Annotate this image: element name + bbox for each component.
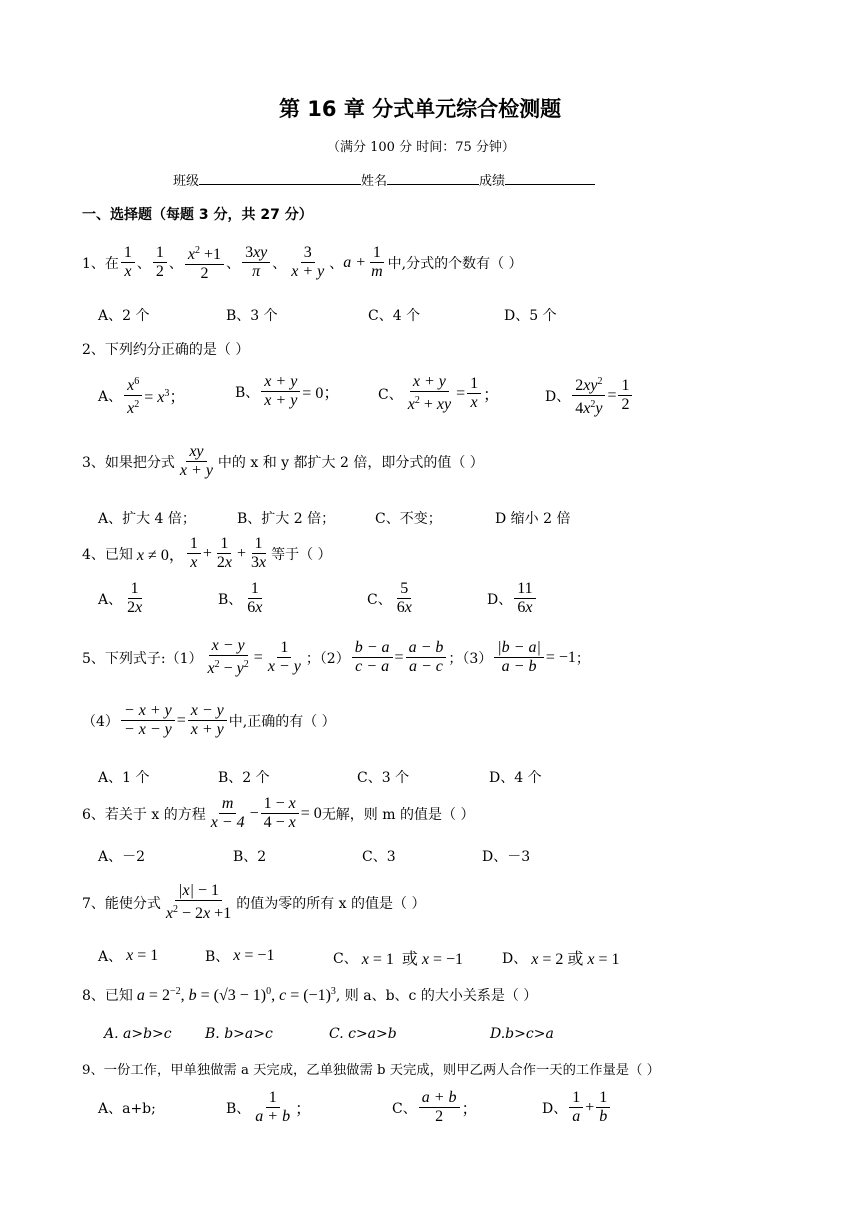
q5-mid3: ；（3） [448, 650, 493, 667]
q2-option-b[interactable]: B、 $\frac{x + y}{x + y}$ = 0； [235, 373, 340, 409]
q2-d-result: $\frac{1}{2}$ [618, 377, 632, 414]
q5-4-rhs: $\frac{x - y}{x + y}$ [188, 702, 227, 739]
q1-option-c[interactable]: C、4 个 [368, 308, 421, 324]
q2-d-frac: $\frac{2xy^2}{4x^2y}$ [572, 373, 605, 418]
q5-end3: ； [575, 650, 590, 667]
q4-condition: x ≠ 0， [136, 547, 185, 564]
q9-label-a: A、a+b; [98, 1101, 156, 1117]
q4-label-d: D、 [487, 591, 513, 608]
question-1: 1、在 1 x 、 1 2 、 $x^2 +1$ 2 、 3xy π 、 3 x + y 、 a + $\frac{1}{m}$ 中,分式的个数有（ ） [82, 244, 523, 282]
q1-suffix: 中,分式的个数有（ ） [387, 255, 523, 272]
q4-label-a: A、 [98, 591, 123, 608]
q9-option-d[interactable]: D、 1 a + $\frac{1}{b}$ [542, 1089, 612, 1126]
q7-option-a[interactable]: A、 x = 1 [98, 947, 159, 965]
q1-option-a[interactable]: A、2 个 [98, 308, 150, 324]
q5-4-lhs: $\frac{- x + y}{- x - y}$ [121, 702, 175, 739]
q7-label-d: D、 [502, 950, 528, 967]
question-3 [82, 443, 484, 480]
q9-option-c[interactable]: C、 a + b 2 ； [392, 1089, 478, 1125]
q2-c-result: $\frac{1}{x}$ [467, 375, 481, 412]
q1-expr-3: $x^2 +1$ 2 [185, 242, 224, 283]
q6-suffix: 无解，则 m 的值是（ ） [321, 806, 475, 823]
q6-option-b[interactable]: B、2 [233, 849, 267, 865]
q8-option-a[interactable]: A. a>b>c [104, 1026, 172, 1042]
q9-option-a[interactable] [98, 1098, 156, 1118]
q7-suffix: 的值为零的所有 x 的值是（ ） [236, 895, 426, 912]
q4-suffix: 等于（ ） [271, 546, 332, 563]
question-7 [82, 882, 425, 923]
q7-option-b[interactable]: B、 x = −1 [205, 947, 275, 965]
q4-option-a[interactable] [98, 580, 147, 617]
q8-suffix: , 则 a、b、c 的大小关系是（ ） [335, 988, 538, 1004]
q9-label-c: C、 [392, 1100, 417, 1117]
q4-label-b: B、 [218, 591, 243, 608]
q8-option-b[interactable]: B. b>a>c [205, 1026, 273, 1042]
q7-label-a: A、 [98, 949, 123, 965]
class-blank[interactable] [199, 170, 361, 185]
score-label: 成绩 [479, 174, 506, 189]
q2-b-frac: $\frac{x + y}{x + y}$ [261, 373, 300, 410]
q4-d-frac: 11 6x [514, 580, 535, 617]
q6-option-c[interactable]: C、3 [362, 849, 396, 865]
q1-expr-6a: a + [343, 253, 367, 271]
q5-2-rhs: $\frac{a - b}{a - c}$ [406, 639, 447, 676]
question-5: 5、下列式子:（1） $\frac{x - y}{x^2 - y^2}$ = $\frac{1}{x - y}$ ；（2） $\frac{b - a}{c - a}$ = $\frac{a - b}{a - c}$ ；（3） $\frac{|b - a|}{a - b}$ = −1 ； [82, 637, 590, 677]
q5-option-a[interactable]: A、1 个 [98, 770, 150, 786]
q1-expr-5: 3 x + y [291, 244, 325, 280]
name-label: 姓名 [361, 174, 388, 189]
q4-option-c[interactable] [367, 580, 417, 617]
q4-prefix: 4、已知 [82, 546, 133, 563]
q2-option-c[interactable]: C、 $\frac{x + y}{x^2 + xy}$ = $\frac{1}{x}$ ； [378, 373, 500, 413]
exam-info: （满分 100 分 时间：75 分钟） [327, 140, 515, 155]
q1-expr-1: 1 x [121, 244, 135, 281]
question-8 [82, 985, 537, 1005]
q6-term-1: m x − 4 [210, 795, 245, 831]
q5-option-d[interactable]: D、4 个 [489, 770, 542, 786]
q4-option-d[interactable] [487, 580, 538, 617]
q4-label-c: C、 [367, 591, 392, 608]
q5-prefix: 5、下列式子:（1） [82, 650, 203, 667]
score-blank[interactable] [505, 170, 595, 185]
q5-3-lhs: $\frac{|b - a|}{a - b}$ [494, 639, 544, 676]
question-2: 2、下列约分正确的是（ ） [82, 342, 250, 358]
q3-option-c[interactable]: C、不变； [375, 511, 442, 527]
question-5-line-2: （4） $\frac{- x + y}{- x - y}$ = $\frac{x - y}{x + y}$ 中,正确的有（ ） [82, 702, 336, 738]
q5-line2-suffix: 中,正确的有（ ） [228, 713, 336, 730]
q3-option-a[interactable]: A、扩大 4 倍； [98, 511, 196, 527]
q9-label-d: D、 [542, 1100, 568, 1117]
q7-frac: |x| − 1 $x^2 - 2x +1$ [165, 882, 232, 922]
q1-expr-4: 3xy π [242, 244, 270, 281]
q7-option-d[interactable]: D、 x = 2 或 x = 1 [502, 946, 620, 969]
q7-prefix: 7、能使分式 [82, 895, 161, 912]
q1-prefix: 1、在 [82, 255, 119, 272]
q2-label-a: A、 [98, 388, 123, 405]
q2-label-c: C、 [378, 386, 403, 403]
q4-term-2: $\frac{1}{2x}$ [216, 535, 232, 571]
q3-option-b[interactable]: B、扩大 2 倍； [237, 511, 336, 527]
q3-frac: xy x + y [179, 443, 213, 479]
q6-option-d[interactable]: D、－3 [482, 849, 531, 865]
q5-option-b[interactable]: B、2 个 [218, 770, 270, 786]
class-label: 班级 [173, 174, 200, 189]
q5-mid2: ；（2） [305, 650, 350, 667]
student-info-line [173, 170, 595, 189]
q8-prefix: 8、已知 [82, 988, 133, 1004]
q7-label-c: C、 [333, 950, 358, 967]
q2-a-frac: $\frac{x^6}{x^2}$ [124, 373, 142, 418]
q9-c-frac: a + b 2 [419, 1089, 460, 1126]
q4-b-frac: 1 6x [247, 580, 263, 616]
question-6: 6、若关于 x 的方程 m x − 4 − $\frac{1 - x}{4 - x}$ = 0 无解，则 m 的值是（ ） [82, 795, 475, 831]
q5-option-c[interactable]: C、3 个 [357, 770, 410, 786]
q4-c-frac: 5 6x [396, 580, 412, 616]
q5-2-lhs: $\frac{b - a}{c - a}$ [352, 639, 393, 676]
q9-d-term-2: $\frac{1}{b}$ [596, 1089, 610, 1126]
q5-line2-prefix: （4） [82, 713, 119, 730]
q2-c-frac: $\frac{x + y}{x^2 + xy}$ [407, 373, 452, 413]
q1-expr-2: 1 2 [153, 244, 167, 281]
q4-a-frac: 1 2x [127, 580, 143, 616]
q8-expr: $a = 2^{-2}$, $b = (√3 - 1)^0$, $c = (-1)^3$ [136, 985, 336, 1004]
q5-1-rhs: $\frac{1}{x - y}$ [267, 639, 301, 675]
q1-option-b[interactable]: B、3 个 [226, 308, 278, 324]
q9-d-term-1: 1 a [569, 1089, 583, 1126]
q3-prefix: 3、如果把分式 [82, 454, 175, 471]
q7-option-c[interactable]: C、 x = 1 或 x = −1 [333, 946, 463, 969]
q7-label-b: B、 [205, 949, 230, 965]
q3-option-d[interactable]: D 缩小 2 倍 [495, 511, 571, 527]
q2-option-d[interactable]: D、 $\frac{2xy^2}{4x^2y}$ = $\frac{1}{2}$ [545, 373, 634, 418]
q6-prefix: 6、若关于 x 的方程 [82, 806, 206, 823]
q6-option-a[interactable]: A、－2 [98, 849, 146, 865]
section-heading: 一、选择题（每题 3 分，共 27 分） [82, 207, 313, 223]
page-title: 第 16 章 分式单元综合检测题 [279, 97, 562, 121]
q4-option-b[interactable] [218, 580, 267, 617]
question-9: 9、一份工作，甲单独做需 a 天完成，乙单独做需 b 天完成，则甲乙两人合作一天的工作量是（ ） [82, 1063, 660, 1078]
q5-1-lhs: $\frac{x - y}{x^2 - y^2}$ [207, 637, 249, 677]
q9-b-frac: 1 a + b [255, 1089, 291, 1125]
q6-term-2: $\frac{1 - x}{4 - x}$ [261, 795, 299, 832]
q4-term-3: $\frac{1}{3x}$ [251, 535, 267, 571]
q1-expr-6b: $\frac{1}{m}$ [371, 244, 383, 280]
name-blank[interactable] [387, 170, 479, 185]
q4-term-1: 1 x [187, 535, 201, 572]
q2-option-a[interactable]: A、 $\frac{x^6}{x^2}$ = $x^3$； [98, 373, 185, 418]
q2-label-b: B、 [235, 384, 260, 401]
q3-suffix: 中的 x 和 y 都扩大 2 倍，即分式的值（ ） [217, 454, 484, 471]
q9-label-b: B、 [226, 1100, 251, 1117]
q8-option-c[interactable]: C. c>a>b [329, 1026, 397, 1042]
q2-label-d: D、 [545, 388, 571, 405]
q8-option-d[interactable]: D.b>c>a [490, 1026, 554, 1042]
question-4: 4、已知 x ≠ 0， 1 x + $\frac{1}{2x}$ + $\frac{1}{3x}$ 等于（ ） [82, 535, 332, 571]
q1-option-d[interactable]: D、5 个 [504, 308, 557, 324]
q9-option-b[interactable]: B、 1 a + b ； [226, 1089, 312, 1125]
